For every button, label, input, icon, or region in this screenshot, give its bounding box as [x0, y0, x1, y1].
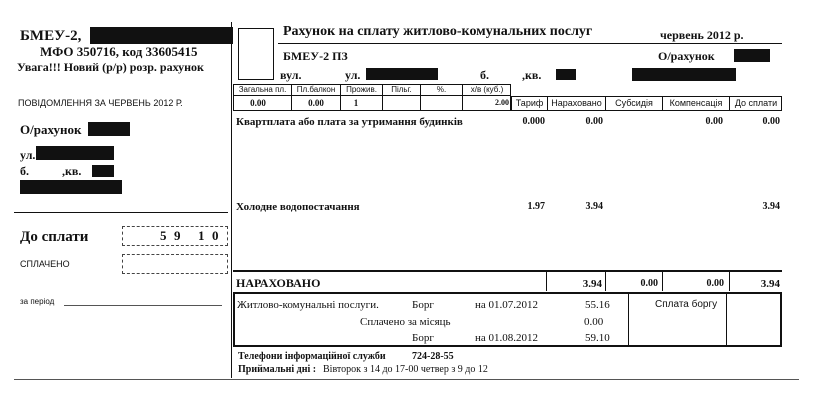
- stub-mfo: МФО 350716, код 33605415: [40, 44, 198, 59]
- row-tariff: 0.000: [522, 116, 545, 127]
- reception-label: Приймальні дні :: [238, 364, 317, 375]
- stub-street-redaction: [36, 146, 114, 160]
- stub-street-label: ул.: [20, 148, 36, 162]
- stub-to-pay-label: До сплати: [20, 229, 89, 245]
- bill-flat-label: ,кв.: [522, 68, 542, 82]
- bill-title: Рахунок на сплату житлово-комунальних послуг: [283, 24, 593, 39]
- param-header: х/в (куб.): [470, 85, 504, 94]
- paid-label: Сплачено за місяць: [360, 316, 451, 328]
- bill-street-label1: вул.: [280, 68, 302, 82]
- stub-account-redaction: [88, 122, 130, 136]
- param-value: 0.00: [250, 98, 266, 108]
- param-header: Пл.балкон: [296, 85, 336, 94]
- stub-account-label: О/рахунок: [20, 122, 82, 137]
- stub-flat-redaction: [92, 165, 114, 177]
- stub-digit: 9: [174, 228, 181, 243]
- total-subsidy: 0.00: [640, 278, 658, 289]
- param-value: 0.00: [308, 98, 324, 108]
- param-header: Пільг.: [391, 85, 412, 94]
- param-header: Загальна пл.: [238, 85, 287, 94]
- stub-notice: Увага!!! Новий (р/р) розр. рахунок: [17, 60, 204, 74]
- stub-flat-label: ,кв.: [62, 164, 82, 178]
- stub-divider: [14, 212, 228, 213]
- row-to-pay: 0.00: [762, 116, 780, 127]
- stub-period-label: за період: [20, 297, 55, 306]
- debt-label2: Борг: [412, 332, 434, 344]
- total-to-pay: 3.94: [760, 278, 780, 290]
- stub-digit: 5: [160, 228, 167, 243]
- param-header: Прожив.: [346, 85, 377, 94]
- title-underline: [278, 43, 782, 44]
- paid-value: 0.00: [584, 316, 604, 328]
- row-to-pay: 3.94: [762, 201, 780, 212]
- charge-header: Компенсація: [669, 98, 723, 108]
- row-name: Квартплата або плата за утримання будинків: [236, 116, 463, 128]
- row-charged: 3.94: [585, 201, 603, 212]
- debt-date2: на 01.08.2012: [475, 332, 539, 344]
- bill-account-redaction: [734, 49, 770, 62]
- reception: Вівторок з 14 до 17-00 четвер з 9 до 12: [323, 364, 488, 375]
- totals-top-line: [233, 270, 782, 272]
- charge-header: До сплати: [734, 98, 778, 108]
- total-compensation: 0.00: [706, 278, 724, 289]
- stub-digit: 0: [212, 228, 219, 243]
- total-label: НАРАХОВАНО: [236, 276, 321, 290]
- param-header: %.: [436, 85, 447, 94]
- bill-period: червень 2012 р.: [660, 28, 744, 42]
- param-value: 1: [353, 98, 359, 108]
- stub-message: ПОВІДОМЛЕННЯ ЗА ЧЕРВЕНЬ 2012 Р.: [18, 98, 183, 108]
- stub-period-line[interactable]: [64, 305, 222, 306]
- param-value: 2.00: [495, 98, 509, 107]
- phones-label: Телефони інформаційної служби: [238, 351, 386, 362]
- stub-name-redaction: [20, 180, 122, 194]
- charge-header: Нараховано: [551, 98, 602, 108]
- debt-value1: 55.16: [585, 299, 610, 311]
- charge-header: Субсидія: [615, 98, 653, 108]
- row-charged: 0.00: [585, 116, 603, 127]
- debt-label1: Борг: [412, 299, 434, 311]
- row-name: Холодне водопостачання: [236, 201, 360, 213]
- bill-flat-redaction: [556, 69, 576, 80]
- bill-account-label: О/рахунок: [658, 49, 715, 63]
- stub-house-label: б.: [20, 164, 29, 178]
- total-charged: 3.94: [582, 278, 602, 290]
- stub-paid-label: СПЛАЧЕНО: [20, 259, 70, 269]
- page-bottom-line: [14, 379, 799, 380]
- phones: 724-28-55: [412, 351, 454, 362]
- stub-org-redaction: [90, 27, 233, 44]
- charge-header: Тариф: [515, 98, 544, 108]
- debt-value2: 59.10: [585, 332, 610, 344]
- bill-street-label2: ул.: [345, 68, 361, 82]
- tear-line: [231, 22, 232, 378]
- bill-name-redaction: [632, 68, 736, 81]
- stub-org: БМЕУ-2,: [20, 28, 82, 44]
- debt-date1: на 01.07.2012: [475, 299, 539, 311]
- row-tariff: 1.97: [527, 201, 545, 212]
- bill-house-label: б.: [480, 68, 489, 82]
- bill-org: БМЕУ-2 ПЗ: [283, 49, 348, 63]
- stub-digit: 1: [198, 228, 205, 243]
- row-compensation: 0.00: [705, 116, 723, 127]
- bill-street-redaction: [366, 68, 438, 80]
- qr-box: [238, 28, 274, 80]
- debt-payment: Сплата боргу: [655, 299, 718, 310]
- debt-services-label: Житлово-комунальні послуги.: [237, 299, 379, 311]
- stub-paid-box[interactable]: [122, 254, 228, 274]
